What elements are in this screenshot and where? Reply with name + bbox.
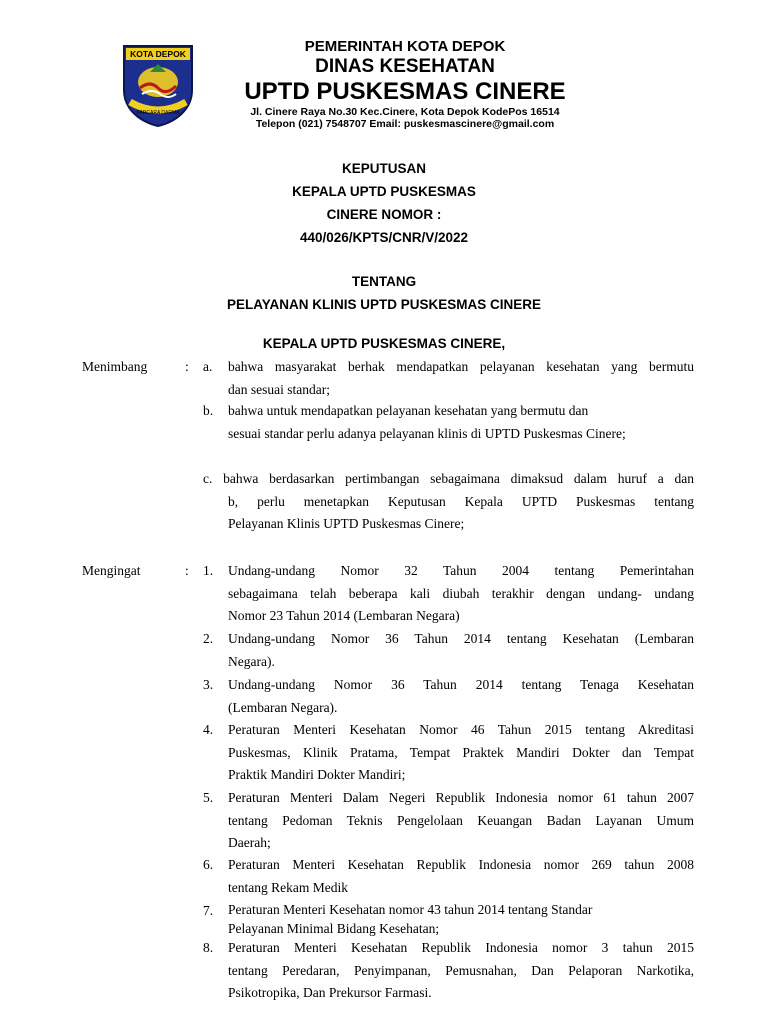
menimbang-c — [203, 468, 694, 491]
mengingat-5-line: tentang Pedoman Teknis Pengelolaan Keuangan Badan Layanan Umum — [228, 812, 694, 828]
mengingat-item-4 — [228, 719, 694, 787]
decree-number: 440/026/KPTS/CNR/V/2022 — [299, 230, 469, 245]
mengingat-7-line: Pelayanan Minimal Bidang Kesehatan; — [228, 921, 440, 936]
mengingat-item-8 — [228, 937, 694, 1005]
mengingat-5-num: 5. — [203, 790, 214, 805]
mengingat-2-line: Undang-undang Nomor 36 Tahun 2014 tentang Kesehatan (Lembaran — [228, 631, 694, 646]
menimbang-b — [228, 400, 694, 445]
menimbang-c-line: Pelayanan Klinis UPTD Puskesmas Cinere; — [228, 516, 465, 531]
mengingat-item-6 — [228, 854, 694, 899]
mengingat-3-num: 3. — [203, 677, 214, 692]
decree-issuer-number-label: CINERE NOMOR : — [326, 207, 442, 222]
decree-subject: PELAYANAN KLINIS UPTD PUSKESMAS CINERE — [226, 297, 542, 312]
mengingat-1-line: sebagaimana telah beberapa kali diubah terakhir dengan undang- undang — [228, 585, 694, 601]
mengingat-2-line: Negara). — [228, 653, 275, 669]
menimbang-b-line: bahwa untuk mendapatkan pelayanan kesehatan yang bermutu dan — [228, 403, 589, 418]
decree-about: TENTANG — [351, 274, 417, 289]
mengingat-item-2 — [228, 628, 694, 673]
menimbang-label: Menimbang — [82, 359, 148, 374]
mengingat-label: Mengingat — [82, 563, 141, 578]
decree-title: KEPUTUSAN — [341, 161, 426, 176]
mengingat-7-line: Peraturan Menteri Kesehatan nomor 43 tahun 2014 tentang Standar — [228, 902, 593, 917]
mengingat-2-num: 2. — [203, 631, 214, 646]
mengingat-8-num: 8. — [203, 940, 214, 955]
mengingat-4-line: Praktik Mandiri Dokter Mandiri; — [228, 767, 406, 782]
mengingat-1-line: Nomor 23 Tahun 2014 (Lembaran Negara) — [228, 608, 460, 623]
menimbang-c-cont — [228, 491, 694, 536]
menimbang-b-line: sesuai standar perlu adanya pelayanan klinis di UPTD Puskesmas Cinere; — [228, 425, 626, 441]
mengingat-7-num: 7. — [203, 903, 214, 918]
menimbang-colon: : — [185, 359, 189, 374]
kota-depok-logo — [120, 42, 196, 128]
mengingat-3-line: Undang-undang Nomor 36 Tahun 2014 tentang Tenaga Kesehatan — [228, 677, 694, 692]
mengingat-item-3 — [228, 674, 694, 719]
letterhead — [205, 38, 605, 130]
mengingat-4-line: Puskesmas, Klinik Pratama, Tempat Praktek Mandiri Dokter dan Tempat — [228, 744, 694, 760]
mengingat-8-line: Peraturan Menteri Kesehatan Republik Indonesia nomor 3 tahun 2015 — [228, 940, 694, 955]
mengingat-item-1 — [228, 560, 694, 628]
menimbang-a-num: a. — [203, 359, 213, 374]
mengingat-5-line: Daerah; — [228, 835, 271, 850]
menimbang-b-num: b. — [203, 403, 214, 418]
mengingat-item-7 — [228, 900, 694, 938]
mengingat-6-line: tentang Rekam Medik — [228, 879, 348, 895]
mengingat-1-line: Undang-undang Nomor 32 Tahun 2004 tentang Pemerintahan — [228, 563, 694, 578]
mengingat-colon: : — [185, 563, 189, 578]
menimbang-a — [228, 356, 694, 401]
mengingat-1-num: 1. — [203, 563, 214, 578]
mengingat-3-line: (Lembaran Negara). — [228, 699, 338, 715]
mengingat-6-line: Peraturan Menteri Kesehatan Republik Indonesia nomor 269 tahun 2008 — [228, 857, 694, 872]
letterhead-government: PEMERINTAH KOTA DEPOK — [304, 38, 506, 55]
logo-motto: PARCARA DARMA — [136, 110, 180, 116]
letterhead-address: Jl. Cinere Raya No.30 Kec.Cinere, Kota Depok KodePos 16514 — [250, 106, 560, 118]
mengingat-item-5 — [228, 787, 694, 855]
letterhead-organization: UPTD PUSKESMAS CINERE — [244, 78, 566, 105]
mengingat-8-line: Psikotropika, Dan Prekursor Farmasi. — [228, 985, 432, 1000]
letterhead-department: DINAS KESEHATAN — [315, 56, 495, 77]
menimbang-a-line: bahwa masyarakat berhak mendapatkan pelayanan kesehatan yang bermutu — [228, 359, 694, 374]
menimbang-a-line: dan sesuai standar; — [228, 381, 330, 397]
letterhead-contact: Telepon (021) 7548707 Email: puskesmascinere@gmail.com — [255, 118, 555, 130]
menimbang-c-line: b, perlu menetapkan Keputusan Kepala UPTD Puskesmas tentang — [228, 493, 694, 509]
mengingat-6-num: 6. — [203, 857, 214, 872]
decree-issuer: KEPALA UPTD PUSKESMAS — [292, 184, 476, 199]
decree-signatory-heading: KEPALA UPTD PUSKESMAS CINERE, — [262, 336, 506, 351]
logo-top-text: KOTA DEPOK — [130, 49, 186, 59]
mengingat-4-num: 4. — [203, 722, 214, 737]
mengingat-5-line: Peraturan Menteri Dalam Negeri Republik Indonesia nomor 61 tahun 2007 — [228, 790, 694, 805]
menimbang-c-line: c. bahwa berdasarkan pertimbangan sebagaimana dimaksud dalam huruf a dan — [203, 471, 694, 486]
mengingat-8-line: tentang Peredaran, Penyimpanan, Pemusnahan, Dan Pelaporan Narkotika, — [228, 962, 694, 978]
mengingat-4-line: Peraturan Menteri Kesehatan Nomor 46 Tahun 2015 tentang Akreditasi — [228, 722, 694, 737]
